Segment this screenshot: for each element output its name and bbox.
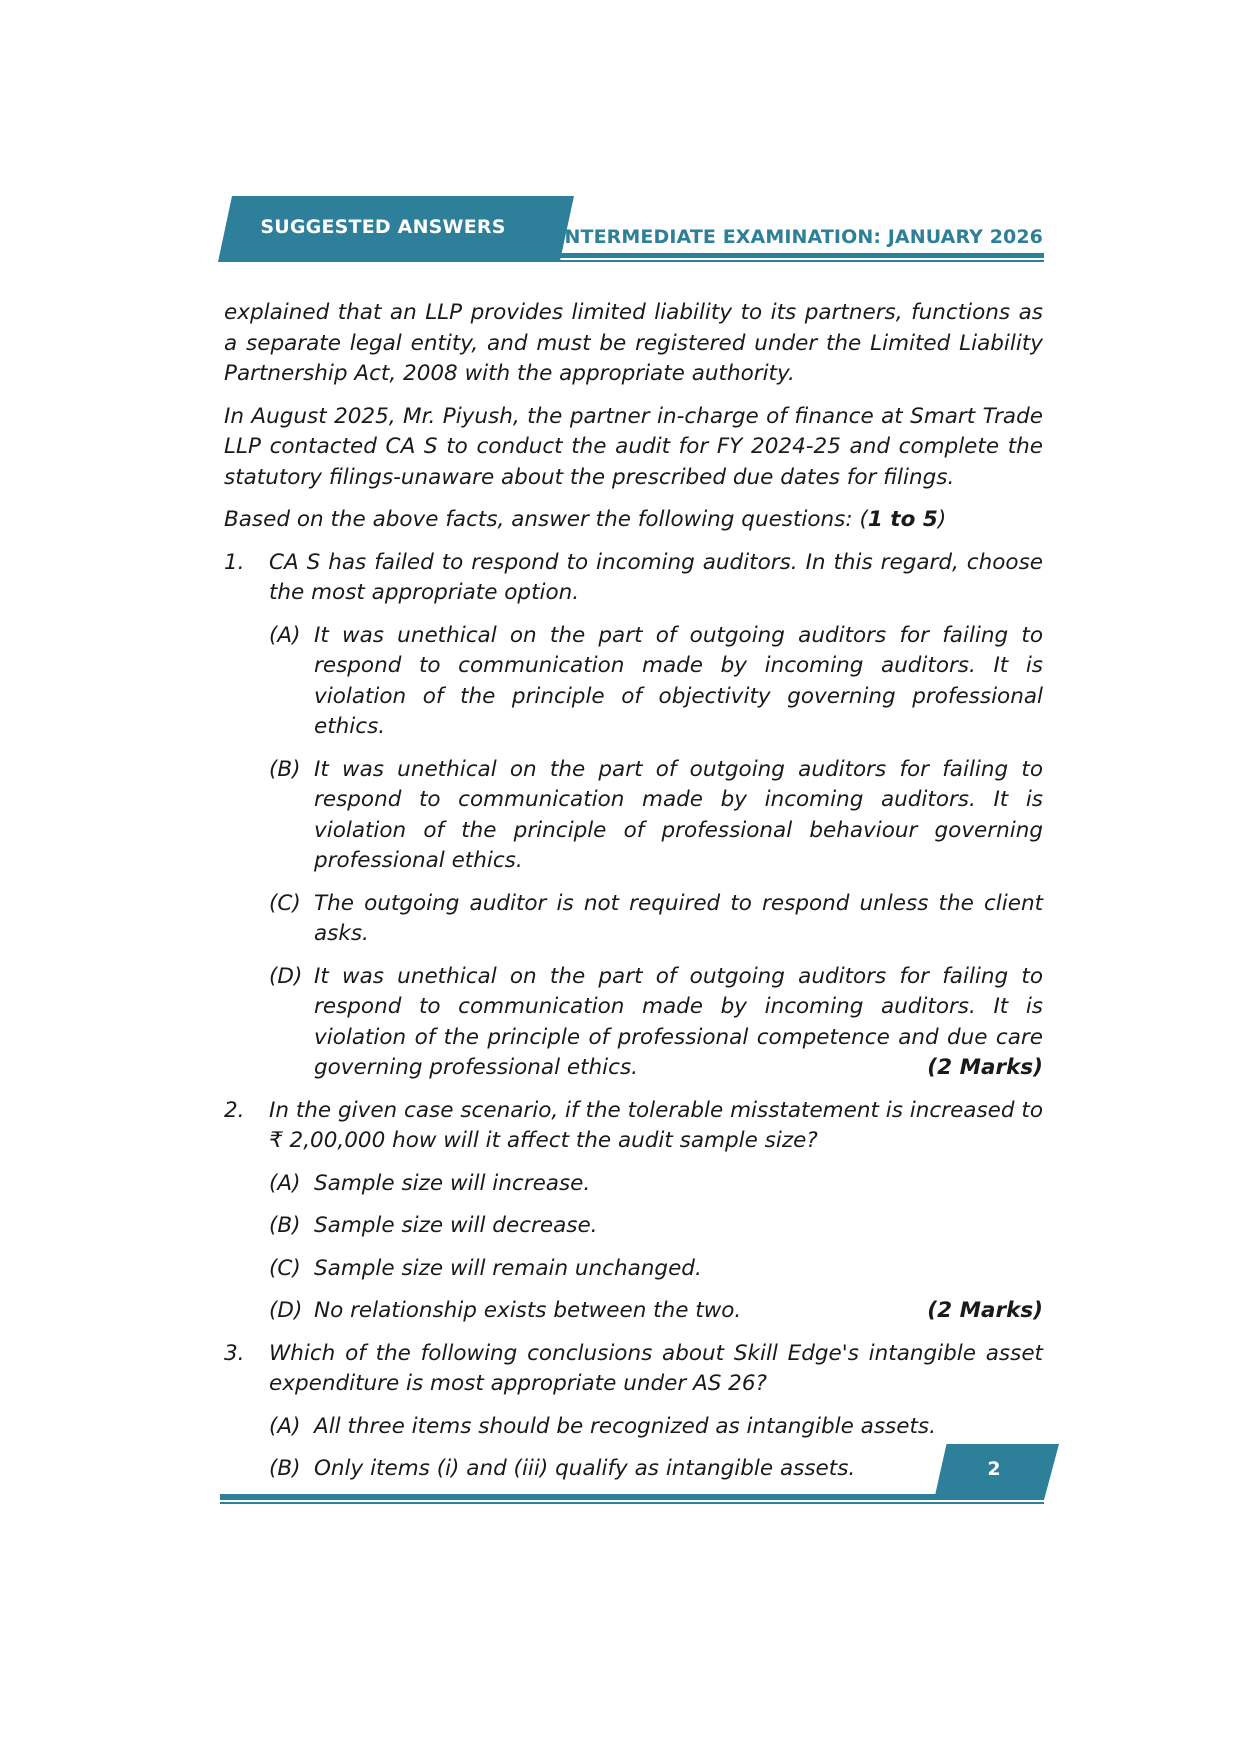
option-text: The outgoing auditor is not required to respond unless the client asks. (314, 890, 1043, 946)
question-2 (224, 1096, 1043, 1327)
option (269, 889, 1043, 950)
option-text: Sample size will decrease. (314, 1213, 598, 1238)
option (269, 755, 1043, 877)
option (269, 1454, 1043, 1485)
question-3 (224, 1339, 1043, 1485)
option-text: Only items (i) and (iii) qualify as intangible assets. (314, 1456, 856, 1481)
question-number: 1. (224, 549, 245, 575)
option-label: (B) (269, 1213, 301, 1238)
page-number: 2 (987, 1458, 1001, 1480)
option-text: It was unethical on the part of outgoing auditors for failing to respond to communication made by incoming auditors. It is violation of the principle of professional behaviour governing professional ethics. (314, 756, 1043, 873)
paragraph: explained that an LLP provides limited liability to its partners, functions as a separate legal entity, and must be registered under the Limited Liability Partnership Act, 2008 with the appropriate authority. (224, 300, 1043, 386)
question-number: 2. (224, 1097, 245, 1123)
question-text: Which of the following conclusions about Skill Edge's intangible asset expenditure is most appropriate under AS 26? (269, 1340, 1043, 1396)
option-label: (C) (269, 890, 301, 916)
option-text: All three items should be recognized as intangible assets. (314, 1413, 936, 1439)
option-label: (D) (269, 1298, 303, 1323)
exam-title: INTERMEDIATE EXAMINATION: JANUARY 2026 (557, 226, 1043, 248)
option (269, 1254, 1043, 1285)
page-content (224, 298, 1043, 1497)
header-rule (560, 253, 1044, 258)
option-text: It was unethical on the part of outgoing auditors for failing to respond to communication made by incoming auditors. It is violation of the principle of professional competence and due care governing professional ethics. (314, 963, 1043, 1080)
header-tab-label: SUGGESTED ANSWERS (260, 216, 506, 238)
footer-rule-thin (220, 1502, 1044, 1504)
instruction-close: ) (937, 507, 947, 532)
option-label: (A) (269, 1413, 301, 1439)
instruction-text: Based on the above facts, answer the following questions: ( (224, 507, 868, 532)
option (269, 1169, 1043, 1200)
question-number: 3. (224, 1340, 245, 1366)
option (269, 1412, 1043, 1443)
question-1 (224, 548, 1043, 1084)
question-text: CA S has failed to respond to incoming auditors. In this regard, choose the most appropriate option. (269, 549, 1043, 605)
option-text: No relationship exists between the two. (314, 1298, 742, 1323)
instruction-range: 1 to 5 (867, 507, 938, 532)
paragraph: In August 2025, Mr. Piyush, the partner in-charge of finance at Smart Trade LLP contacted CA S to conduct the audit for FY 2024-25 and complete the statutory filings-unaware about the prescribed due dates for filings. (224, 403, 1043, 490)
option-label: (A) (269, 1170, 301, 1196)
option-label: (A) (269, 622, 301, 648)
option-text: Sample size will increase. (314, 1170, 591, 1196)
option-label: (B) (269, 756, 301, 782)
option-text: Sample size will remain unchanged. (314, 1255, 702, 1281)
option (269, 1296, 1043, 1327)
instruction (224, 505, 1043, 536)
marks-label: (2 Marks) (927, 1055, 1043, 1080)
marks-label: (2 Marks) (927, 1298, 1043, 1323)
footer-rule (220, 1494, 948, 1500)
option-label: (C) (269, 1255, 301, 1281)
option-text: It was unethical on the part of outgoing auditors for failing to respond to communication made by incoming auditors. It is violation of the principle of objectivity governing professional ethics. (314, 622, 1043, 739)
option (269, 1211, 1043, 1242)
option (269, 621, 1043, 743)
option-label: (B) (269, 1456, 301, 1481)
question-text: In the given case scenario, if the tolerable misstatement is increased to ₹ 2,00,000 how will it affect the audit sample size? (269, 1097, 1043, 1153)
header-rule-thin (556, 260, 1044, 262)
option-label: (D) (269, 963, 303, 989)
option (269, 962, 1043, 1084)
